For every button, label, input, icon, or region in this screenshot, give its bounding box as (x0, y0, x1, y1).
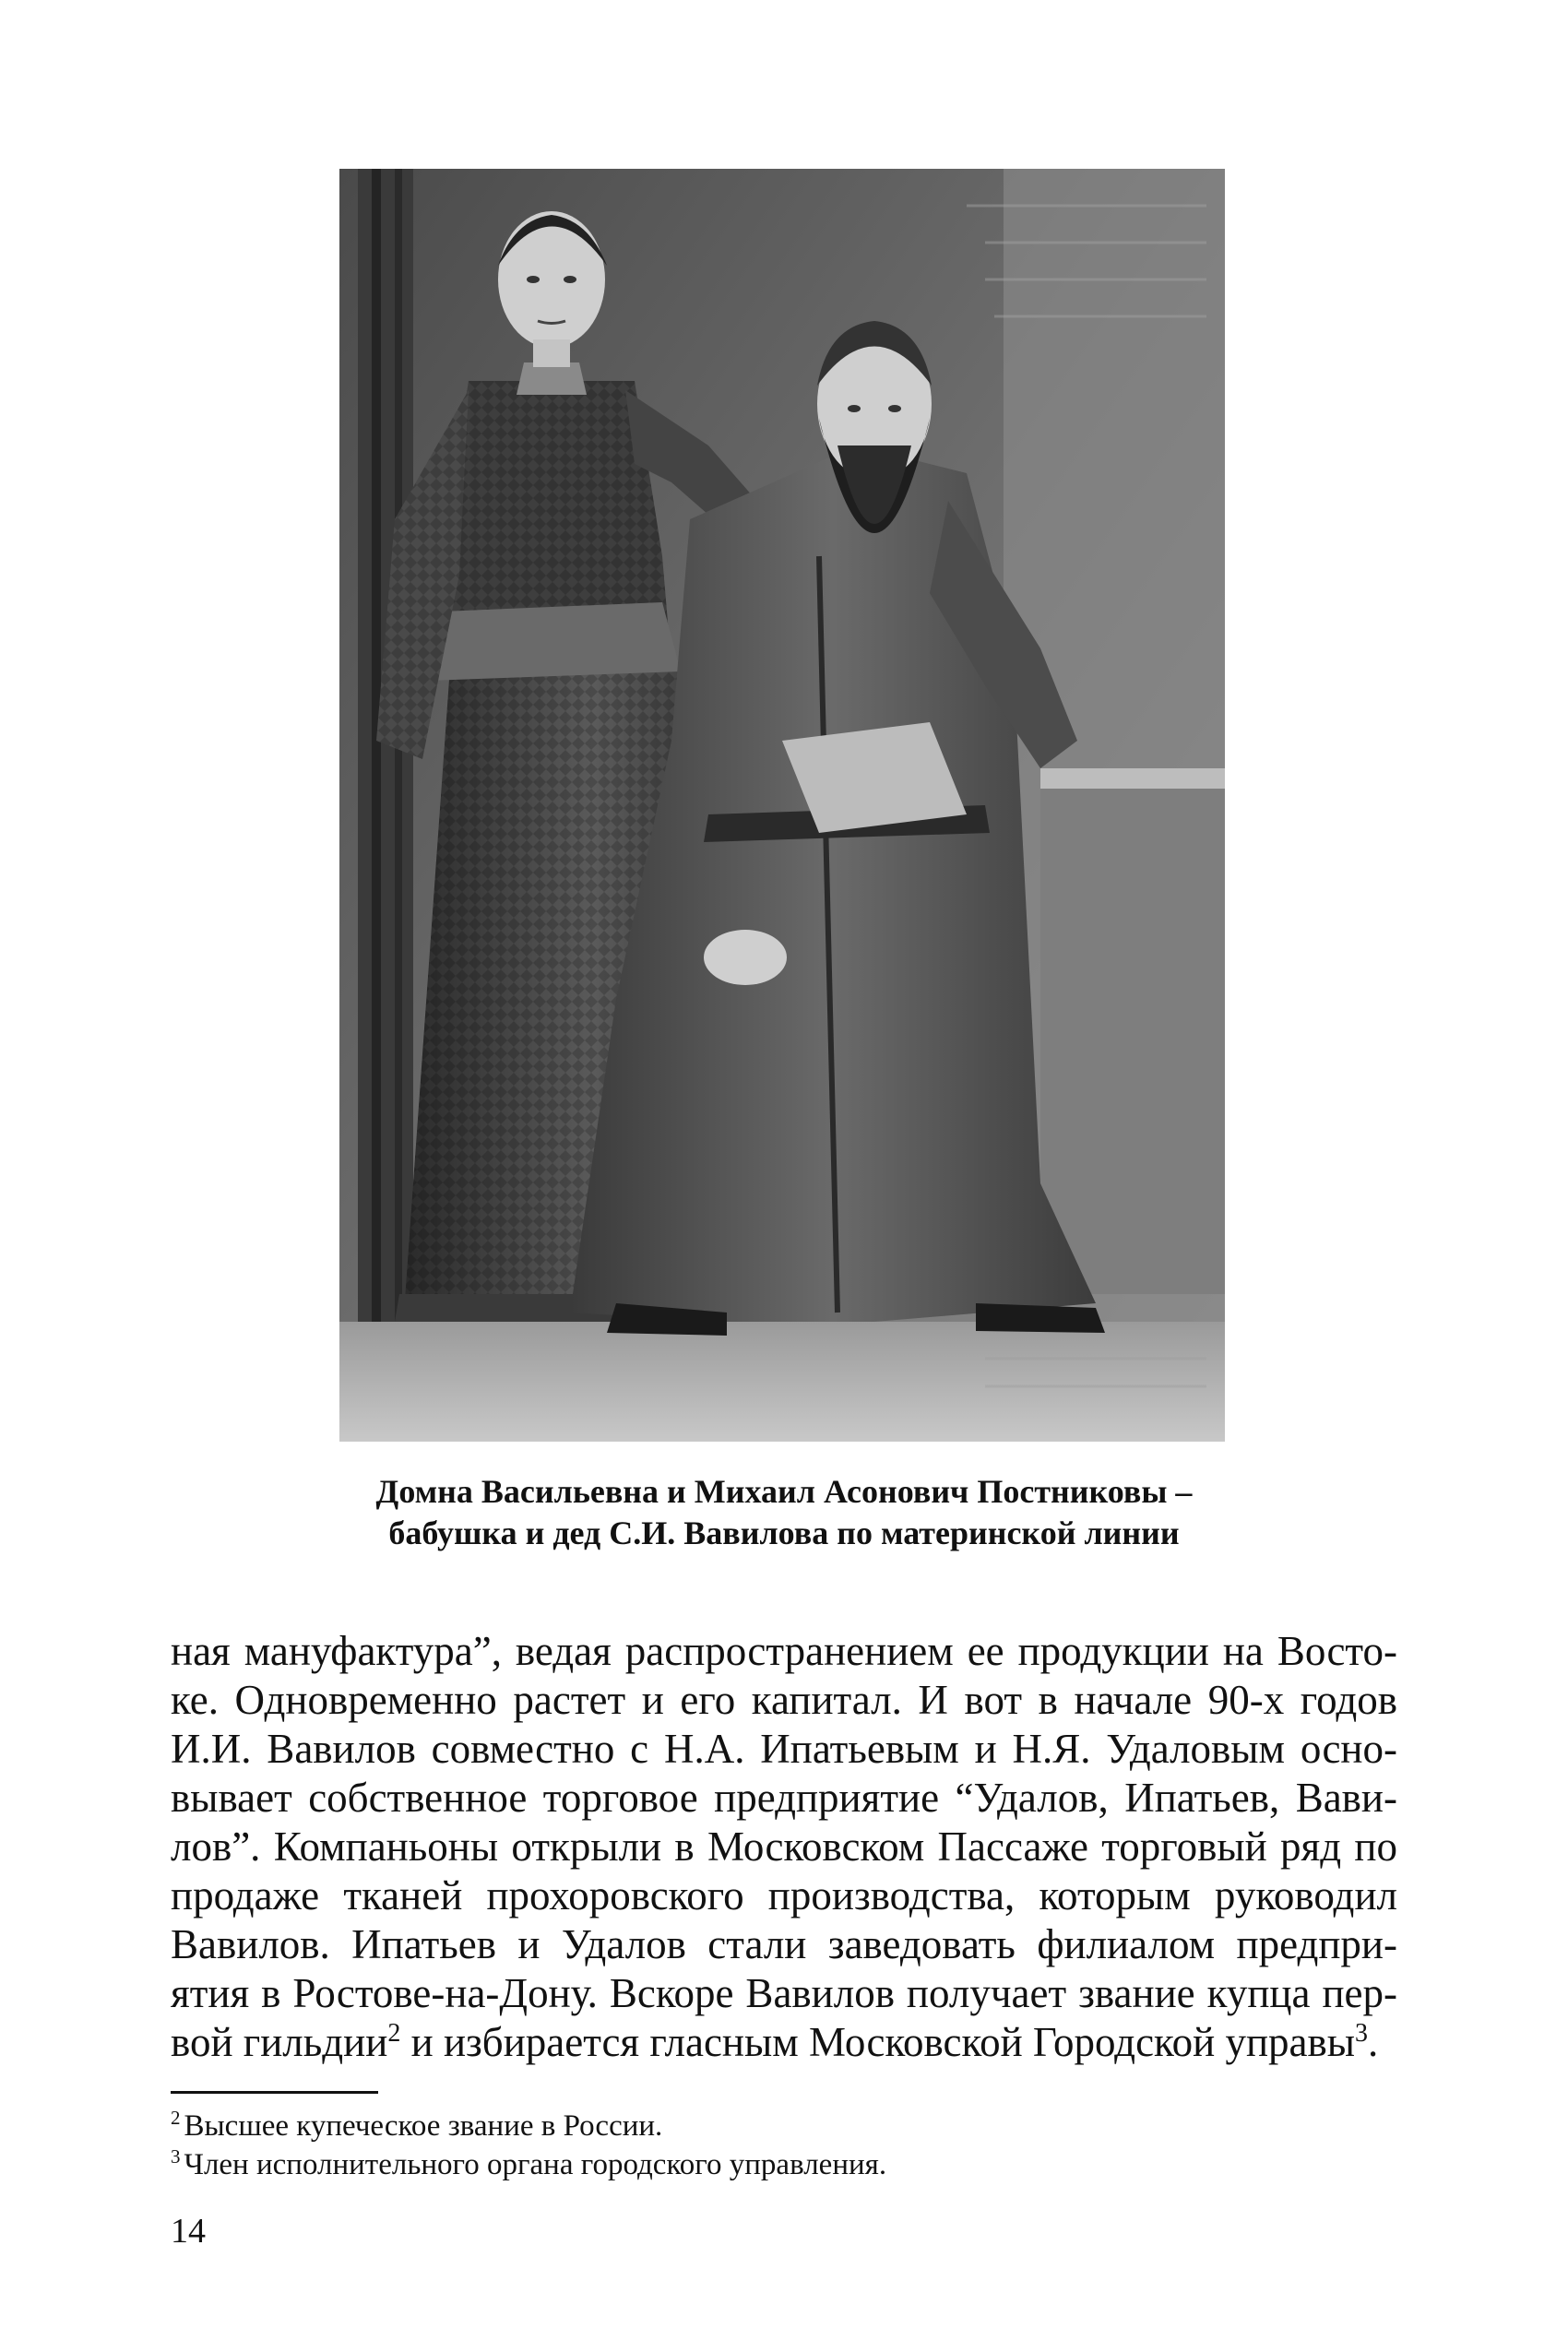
body-paragraph (171, 1627, 1397, 2067)
photo-caption (184, 1471, 1384, 1554)
body-last-line (171, 2018, 1397, 2067)
body-line: ке. Одновременно растет и его капитал. И вот в начале 90-х годов (171, 1677, 1397, 1723)
body-line: ятия в Ростове-на-Дону. Вскоре Вавилов получает звание купца пер- (171, 1970, 1397, 2016)
page-number: 14 (171, 2212, 206, 2251)
caption-line-1: Домна Васильевна и Михаил Асонович Постниковы – (375, 1473, 1193, 1510)
portrait-photo-icon (339, 169, 1225, 1442)
footnote-ref-2[interactable]: 2 (387, 2019, 401, 2048)
footnotes (171, 2107, 1370, 2184)
body-text-segment: и избирается гласным Московской Городской управы (400, 2019, 1355, 2065)
body-text-segment: . (1368, 2019, 1379, 2065)
body-line: лов”. Компаньоны открыли в Московском Пассаже торговый ряд по (171, 1823, 1397, 1870)
body-line: И.И. Вавилов совместно с Н.А. Ипатьевым и Н.Я. Удаловым осно- (171, 1726, 1397, 1772)
footnote-text: Член исполнительного органа городского управления. (184, 2148, 887, 2181)
footnote-mark: 2 (171, 2107, 181, 2129)
footnote-2 (171, 2107, 1370, 2145)
footnote-text: Высшее купеческое звание в России. (184, 2109, 663, 2143)
caption-line-2: бабушка и дед С.И. Вавилова по материнской линии (388, 1515, 1180, 1551)
body-line: вывает собственное торговое предприятие “Удалов, Ипатьев, Вави- (171, 1775, 1397, 1821)
body-line: Вавилов. Ипатьев и Удалов стали заведовать филиалом предпри- (171, 1921, 1397, 1967)
portrait-photo (339, 169, 1225, 1442)
body-line: продаже тканей прохоровского производства, которым руководил (171, 1872, 1397, 1918)
body-text-segment: вой гильдии (171, 2019, 388, 2065)
footnote-3 (171, 2145, 1370, 2184)
body-line: ная мануфактура”, ведая распространением ее продукции на Восто- (171, 1628, 1397, 1674)
footnote-mark: 3 (171, 2145, 181, 2168)
footnote-divider (171, 2091, 378, 2094)
footnote-ref-3[interactable]: 3 (1355, 2019, 1368, 2048)
